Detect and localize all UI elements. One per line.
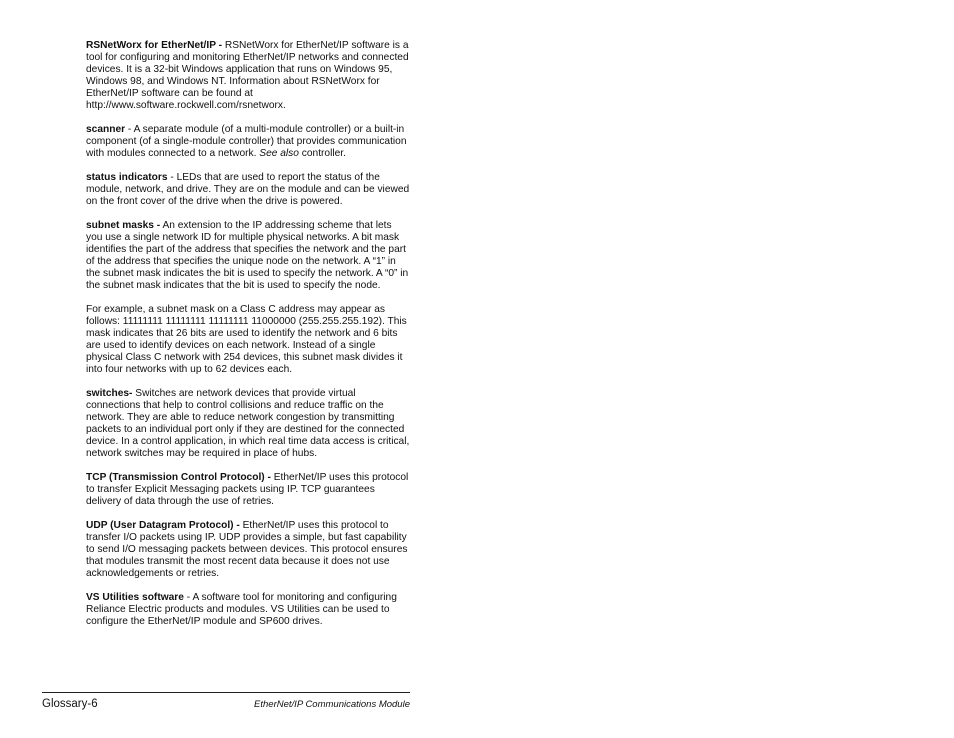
glossary-term: TCP (Transmission Control Protocol) -: [86, 472, 271, 483]
glossary-term: status indicators: [86, 172, 168, 183]
glossary-entry-subnet-masks: [86, 220, 410, 292]
glossary-entry-subnet-example: [86, 304, 410, 376]
glossary-term: subnet masks -: [86, 220, 161, 231]
glossary-entry-status-indicators: [86, 172, 410, 208]
glossary-definition: EtherNet/IP uses this protocol to transfer Explicit Messaging packets using IP. TCP guarantees delivery of data through the use of retries.: [86, 472, 409, 507]
footer-divider: [42, 692, 410, 693]
glossary-term: VS Utilities software: [86, 592, 184, 603]
glossary-definition: EtherNet/IP uses this protocol to transfer I/O packets using IP. UDP provides a simple, but fast capability to send I/O messaging packets between devices. This protocol ensures that modules transmit the most recent data because it does not use acknowledgements or retries.: [86, 520, 408, 579]
glossary-entry-udp: [86, 520, 410, 580]
glossary-term: scanner: [86, 124, 126, 135]
glossary-definition: For example, a subnet mask on a Class C address may appear as follows: 11111111 11111111 11111111 11000000 (255.255.255.192). This mask indicates that 26 bits are used to identify the network and 6 bits are used to identify devices on each network. Instead of a single physical Class C network with 254 devices, this subnet mask divides it into four networks with up to 62 devices each.: [86, 304, 407, 375]
glossary-term: UDP (User Datagram Protocol) -: [86, 520, 240, 531]
glossary-entry-switches: [86, 388, 410, 460]
glossary-entry-vs-utilities: [86, 592, 410, 628]
glossary-entry-rsnetworx: [86, 40, 410, 112]
glossary-definition: - A software tool for monitoring and configuring Reliance Electric products and modules. VS Utilities can be used to configure the EtherNet/IP module and SP600 drives.: [86, 592, 397, 627]
glossary-term: RSNetWorx for EtherNet/IP -: [86, 40, 223, 51]
glossary-entry-scanner: [86, 124, 410, 160]
document-title: EtherNet/IP Communications Module: [254, 699, 410, 710]
glossary-term: switches-: [86, 388, 133, 399]
glossary-definition: RSNetWorx for EtherNet/IP software is a tool for configuring and monitoring EtherNet/IP networks and connected devices. It is a 32-bit Windows application that runs on Windows 95, Windows 98, and Windows NT. Information about RSNetWorx for EtherNet/IP software can be found at http://www.software.rockwell.com/rsnetworx.: [86, 40, 409, 111]
glossary-entry-tcp: [86, 472, 410, 508]
see-also-label: See also: [259, 148, 299, 159]
glossary-definition: - LEDs that are used to report the status of the module, network, and drive. They are on the module and can be viewed on the front cover of the drive when the drive is powered.: [86, 172, 410, 207]
glossary-definition: An extension to the IP addressing scheme that lets you use a single network ID for multiple physical networks. A bit mask identifies the part of the address that specifies the network and the part of the address that specifies the unique node on the network. A “1” in the subnet mask indicates the bit is used to specify the network. A “0” in the subnet mask indicates that the bit is used to specify the node.: [86, 220, 409, 291]
glossary-definition: Switches are network devices that provide virtual connections that help to control collisions and reduce traffic on the network. They are able to reduce network congestion by transmitting packets to an individual port only if they are destined for the connected device. In a control application, in which real time data access is critical, network switches may be required in place of hubs.: [86, 388, 410, 459]
glossary-definition: - A separate module (of a multi-module controller) or a built-in component (of a single-module controller) that provides communication with modules connected to a network.: [86, 124, 407, 159]
glossary-content: [86, 40, 410, 640]
see-also-target: controller.: [298, 148, 346, 159]
page-number: Glossary-6: [42, 698, 98, 710]
